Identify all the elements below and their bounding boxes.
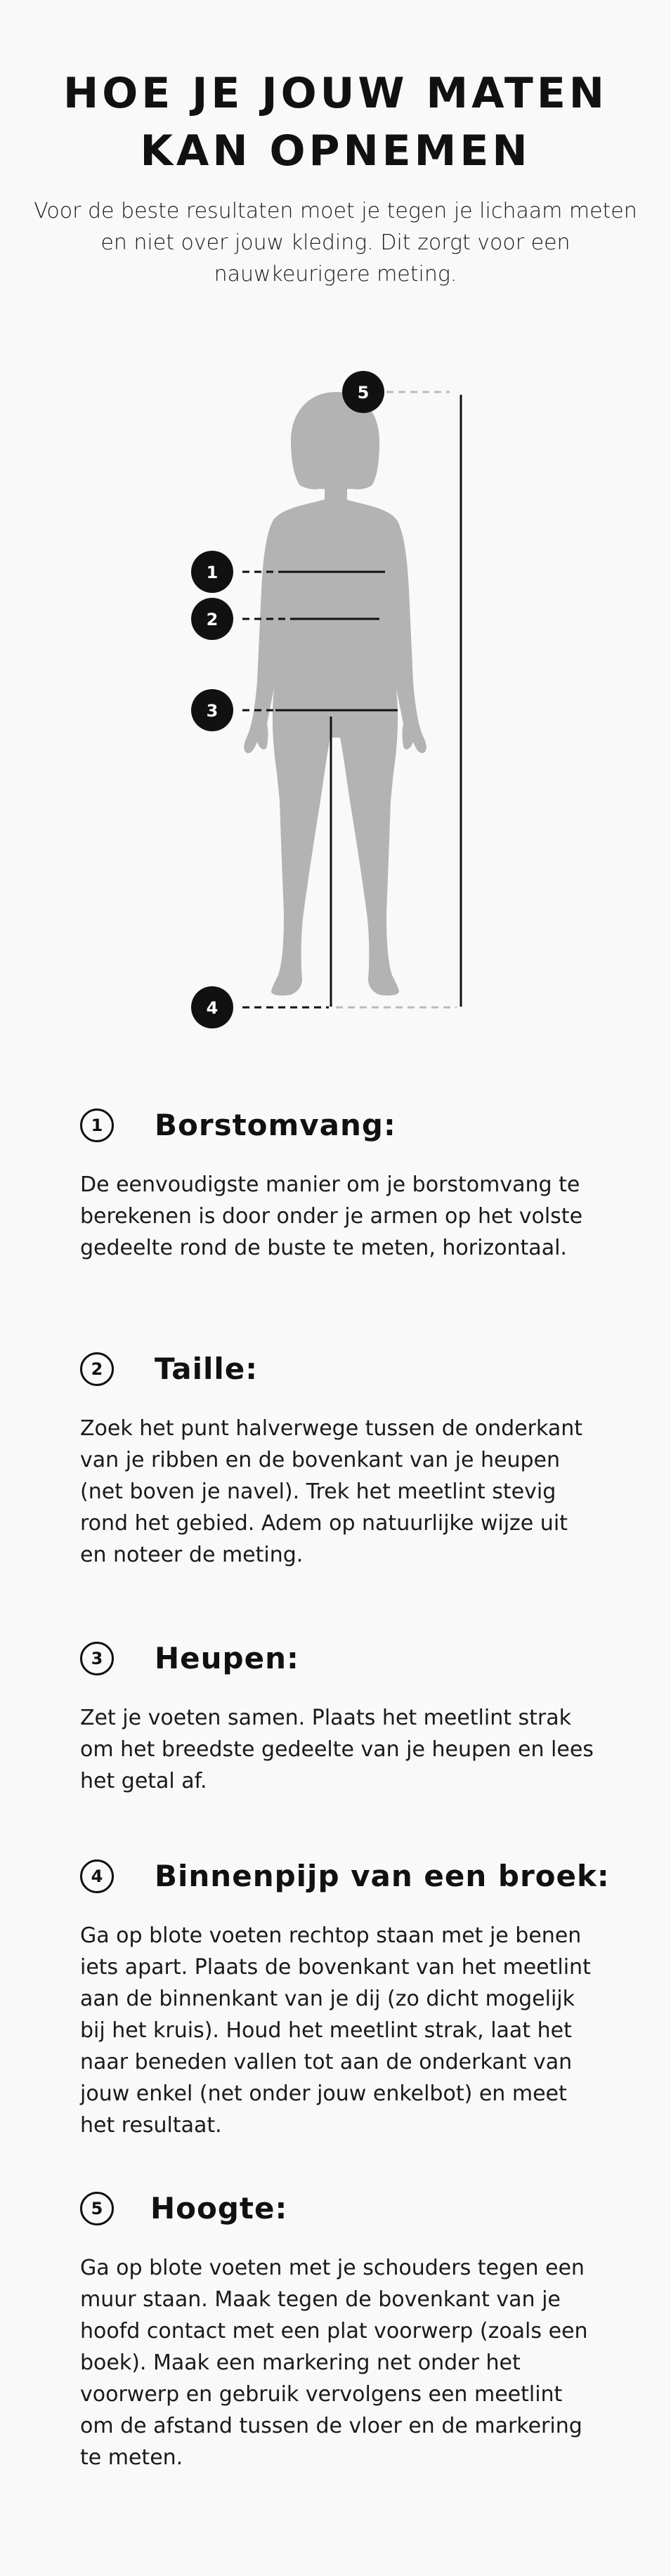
body-diagram: [0, 351, 671, 1040]
page-title: [0, 65, 671, 180]
section-heupen: [79, 1640, 599, 1797]
section-number-badge: 1: [80, 1109, 114, 1142]
body-silhouette: [244, 392, 426, 995]
marker-4: [191, 986, 233, 1028]
marker-5-label: 5: [357, 383, 370, 403]
section-header: [79, 1107, 599, 1149]
marker-3: [191, 689, 233, 731]
section-taille: [79, 1351, 599, 1571]
measurement-figure: [0, 351, 671, 1040]
page-title-line-2: KAN OPNEMEN: [140, 126, 531, 176]
section-number-badge: 5: [80, 2192, 114, 2225]
section-title: Heupen:: [155, 1641, 299, 1675]
section-number-badge: 4: [80, 1859, 114, 1893]
section-borstomvang: [79, 1107, 599, 1264]
section-number-badge: 3: [80, 1642, 114, 1675]
marker-1-label: 1: [206, 563, 219, 582]
marker-3-label: 3: [206, 701, 219, 721]
section-hoogte: [79, 2190, 599, 2473]
section-body: Zoek het punt halverwege tussen de onderkant van je ribben en de bovenkant van je heupen (net boven je navel). Trek het meetlint stevig rond het gebied. Adem op natuurlijke wijze uit en noteer de meting.: [80, 1416, 583, 1567]
section-header: [79, 1640, 599, 1682]
section-body: De eenvoudigste manier om je borstomvang te berekenen is door onder je armen op het volste gedeelte rond de buste te meten, horizontaal.: [80, 1172, 583, 1260]
section-binnenpijp: [79, 1858, 610, 2141]
marker-2: [191, 598, 233, 640]
intro-text: Voor de beste resultaten moet je tegen je lichaam meten en niet over jouw kleding. Dit zorgt voor een nauwkeurigere meting.: [34, 199, 637, 287]
section-title: Borstomvang:: [155, 1108, 396, 1142]
section-title: Hoogte:: [150, 2191, 288, 2225]
marker-1: [191, 551, 233, 593]
marker-2-label: 2: [206, 610, 219, 629]
section-body: Ga op blote voeten met je schouders tegen een muur staan. Maak tegen de bovenkant van je hoofd contact met een plat voorwerp (zoals een boek). Maak een markering net onder het voorwerp en gebruik vervolgens een meetlint om de afstand tussen de vloer en de markering te meten.: [80, 2256, 588, 2470]
marker-4-label: 4: [206, 998, 219, 1018]
section-header: [79, 1858, 610, 1900]
section-header: [79, 1351, 599, 1393]
section-body: Zet je voeten samen. Plaats het meetlint strak om het breedste gedeelte van je heupen en lees het getal af.: [80, 1706, 594, 1793]
page-title-line-1: HOE JE JOUW MATEN: [63, 69, 608, 118]
section-header: [79, 2190, 599, 2232]
section-body: Ga op blote voeten rechtop staan met je benen iets apart. Plaats de bovenkant van het meetlint aan de binnenkant van je dij (zo dicht mogelijk bij het kruis). Houd het meetlint strak, laat het naar beneden vallen tot aan de onderkant van jouw enkel (net onder jouw enkelbot) en meet het resultaat.: [80, 1923, 591, 2138]
section-number-badge: 2: [80, 1352, 114, 1386]
marker-5: [342, 371, 384, 413]
section-title: Taille:: [155, 1352, 259, 1386]
section-title: Binnenpijp van een broek:: [155, 1859, 610, 1893]
